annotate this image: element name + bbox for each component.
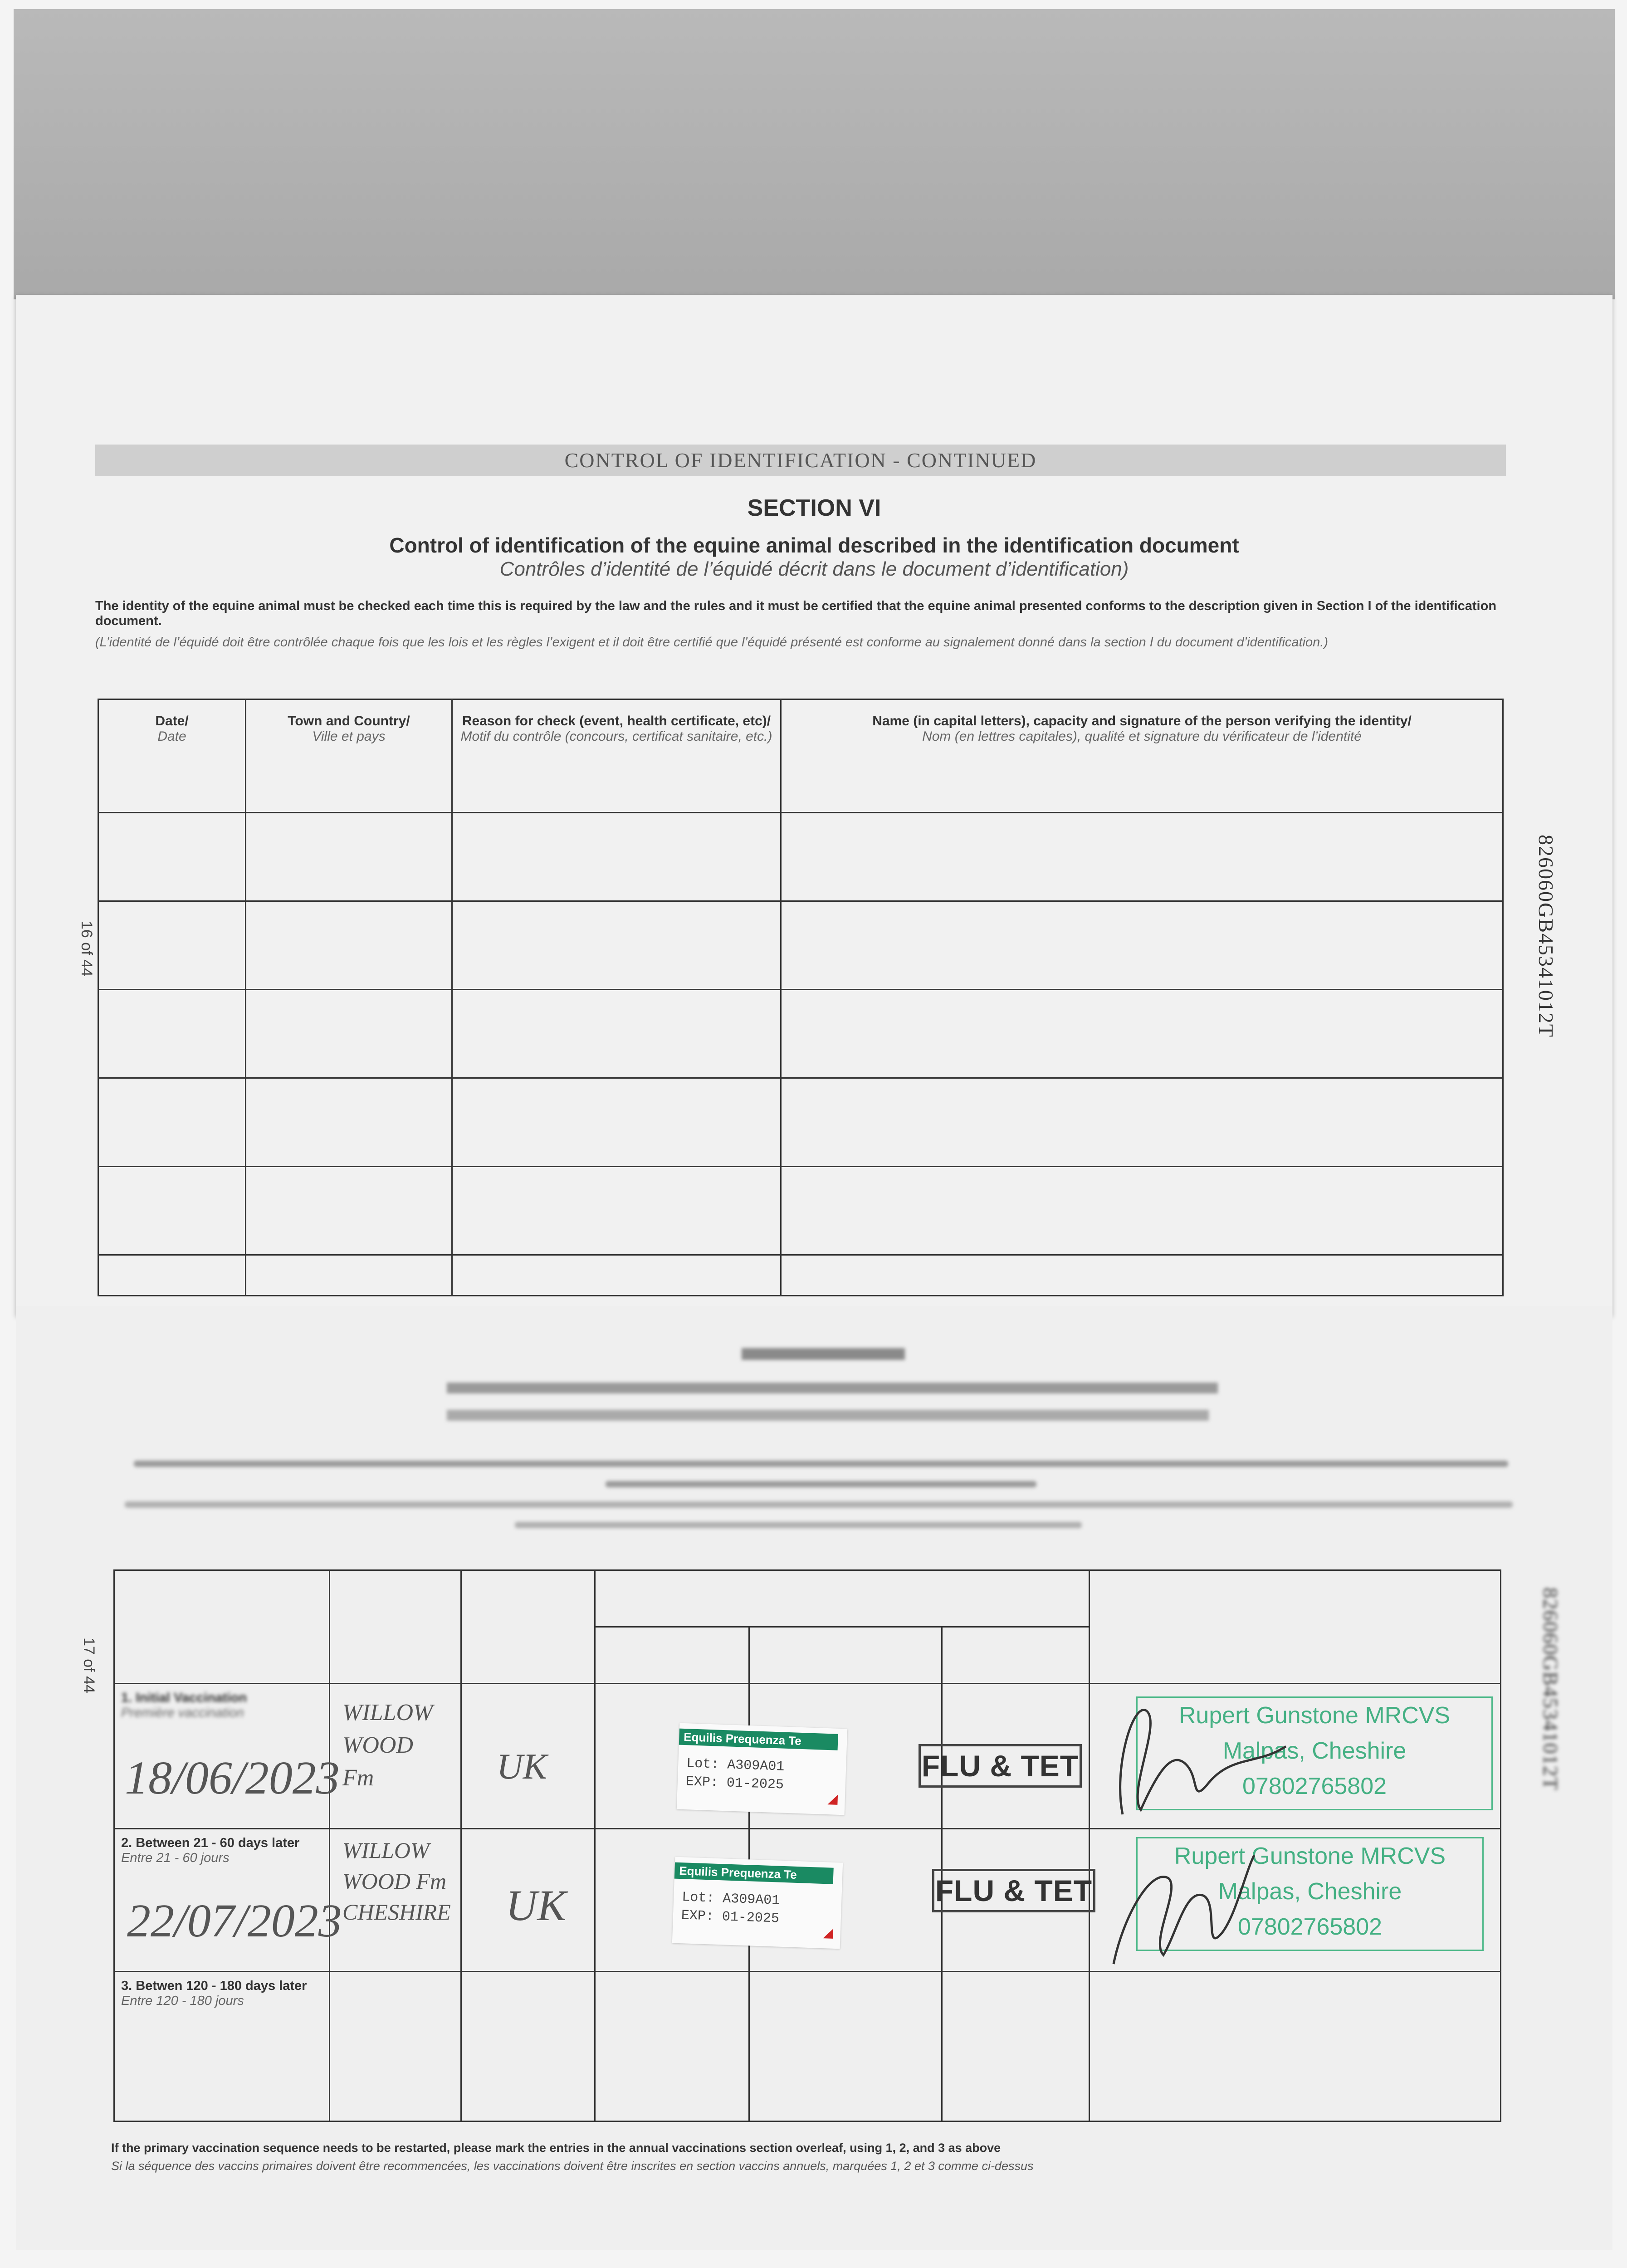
intro-text: The identity of the equine animal must be checked each time this is required by the law and the rules and it must be certified that the equine animal presented conforms to the description given in Section I of the identification document. [95,599,1497,628]
col-batch [749,1627,942,1684]
col-disease [942,1627,1090,1684]
disease-stamp: FLU & TET [919,1744,1082,1788]
page-number: 16 of 44 [78,921,95,977]
handwritten-country: UK [497,1747,547,1787]
handwritten-date: 22/07/2023 [127,1895,342,1947]
footnote: If the primary vaccination sequence needs to be restarted, please mark the entries in the annual vaccinations section overleaf, using 1, 2, and 3 as above [111,2141,1001,2155]
col-verifier: Name (in capital letters), capacity and signature of the person verifying the identity/ Nom (en lettres capitales), qualité et signature du vérificateur de l’identité [781,699,1503,813]
section-banner: CONTROL OF IDENTIFICATION - CONTINUED [95,445,1506,476]
handwritten-date: 18/06/2023 [125,1752,340,1804]
identification-check-table [98,699,1504,1296]
section-subtitle-fr: Contrôles d’identité de l’équidé décrit dans le document d’identification) [499,558,1129,580]
col-date [114,1570,330,1684]
vet-signature [1100,1819,1300,1973]
col-vaccine-name [595,1627,749,1684]
col-vet [1090,1570,1501,1684]
col-reason: Reason for check (event, health certificate, etc)/ Motif du contrôle (concours, certificat sanitaire, etc.) [452,699,781,813]
table-row [98,1078,1503,1167]
handwritten-place: WILLOW WOOD Fm [342,1700,433,1791]
row-label: 1. Initial Vaccination Première vaccination [114,1684,330,1829]
table-row [98,990,1503,1078]
table-row [114,1972,1501,2121]
col-place [330,1570,461,1684]
col-country [461,1570,595,1684]
section-title: SECTION VI [747,495,881,521]
section-subtitle: Control of identification of the equine animal described in the identification document [389,533,1239,557]
vet-stamp: Rupert Gunstone MRCVS Malpas, Cheshire 07802765802 [1136,1837,1484,1951]
passport-page-16 [16,295,1612,1315]
handwritten-country: UK [506,1881,567,1930]
handwritten-place: WILLOW WOOD Fm CHESHIRE [342,1838,451,1925]
col-vaccine [595,1570,1090,1627]
passport-id-side: 826060GB45341012T [1539,1588,1562,1791]
table-row [98,1255,1503,1296]
vaccine-sticker: Equilis Prequenza Te Lot: A309A01 EXP: 01-2025 [672,1857,843,1949]
row-label: 3. Betwen 120 - 180 days later Entre 120 - 180 jours [114,1972,330,2121]
footnote-fr: Si la séquence des vaccins primaires doivent être recommencées, les vaccinations doivent être inscrites en section vaccins annuels, marquées 1, 2 et 3 comme ci-dessus [111,2159,1034,2173]
intro-text-fr: (L’identité de l’équidé doit être contrôlée chaque fois que les lois et les règles l’exigent et il doit être certifié que l’équidé présenté est conforme au signalement donné dans la section I du document d’identification.) [95,635,1328,650]
row-label: 2. Between 21 - 60 days later Entre 21 - 60 jours [114,1829,330,1972]
vaccine-sticker: Equilis Prequenza Te Lot: A309A01 EXP: 01-2025 [677,1723,847,1815]
page-number: 17 of 44 [80,1637,98,1693]
col-date: Date/ Date [98,699,246,813]
passport-id-side: 826060GB45341012T [1534,835,1558,1038]
table-row [98,1167,1503,1255]
table-row [98,901,1503,990]
passport-page-17 [16,1306,1612,2250]
vet-signature [1095,1678,1331,1823]
disease-stamp: FLU & TET [932,1869,1095,1912]
vet-stamp: Rupert Gunstone MRCVS Malpas, Cheshire 07802765802 [1136,1696,1493,1810]
background-top [14,9,1615,299]
col-town-country: Town and Country/ Ville et pays [246,699,452,813]
table-row [98,813,1503,901]
